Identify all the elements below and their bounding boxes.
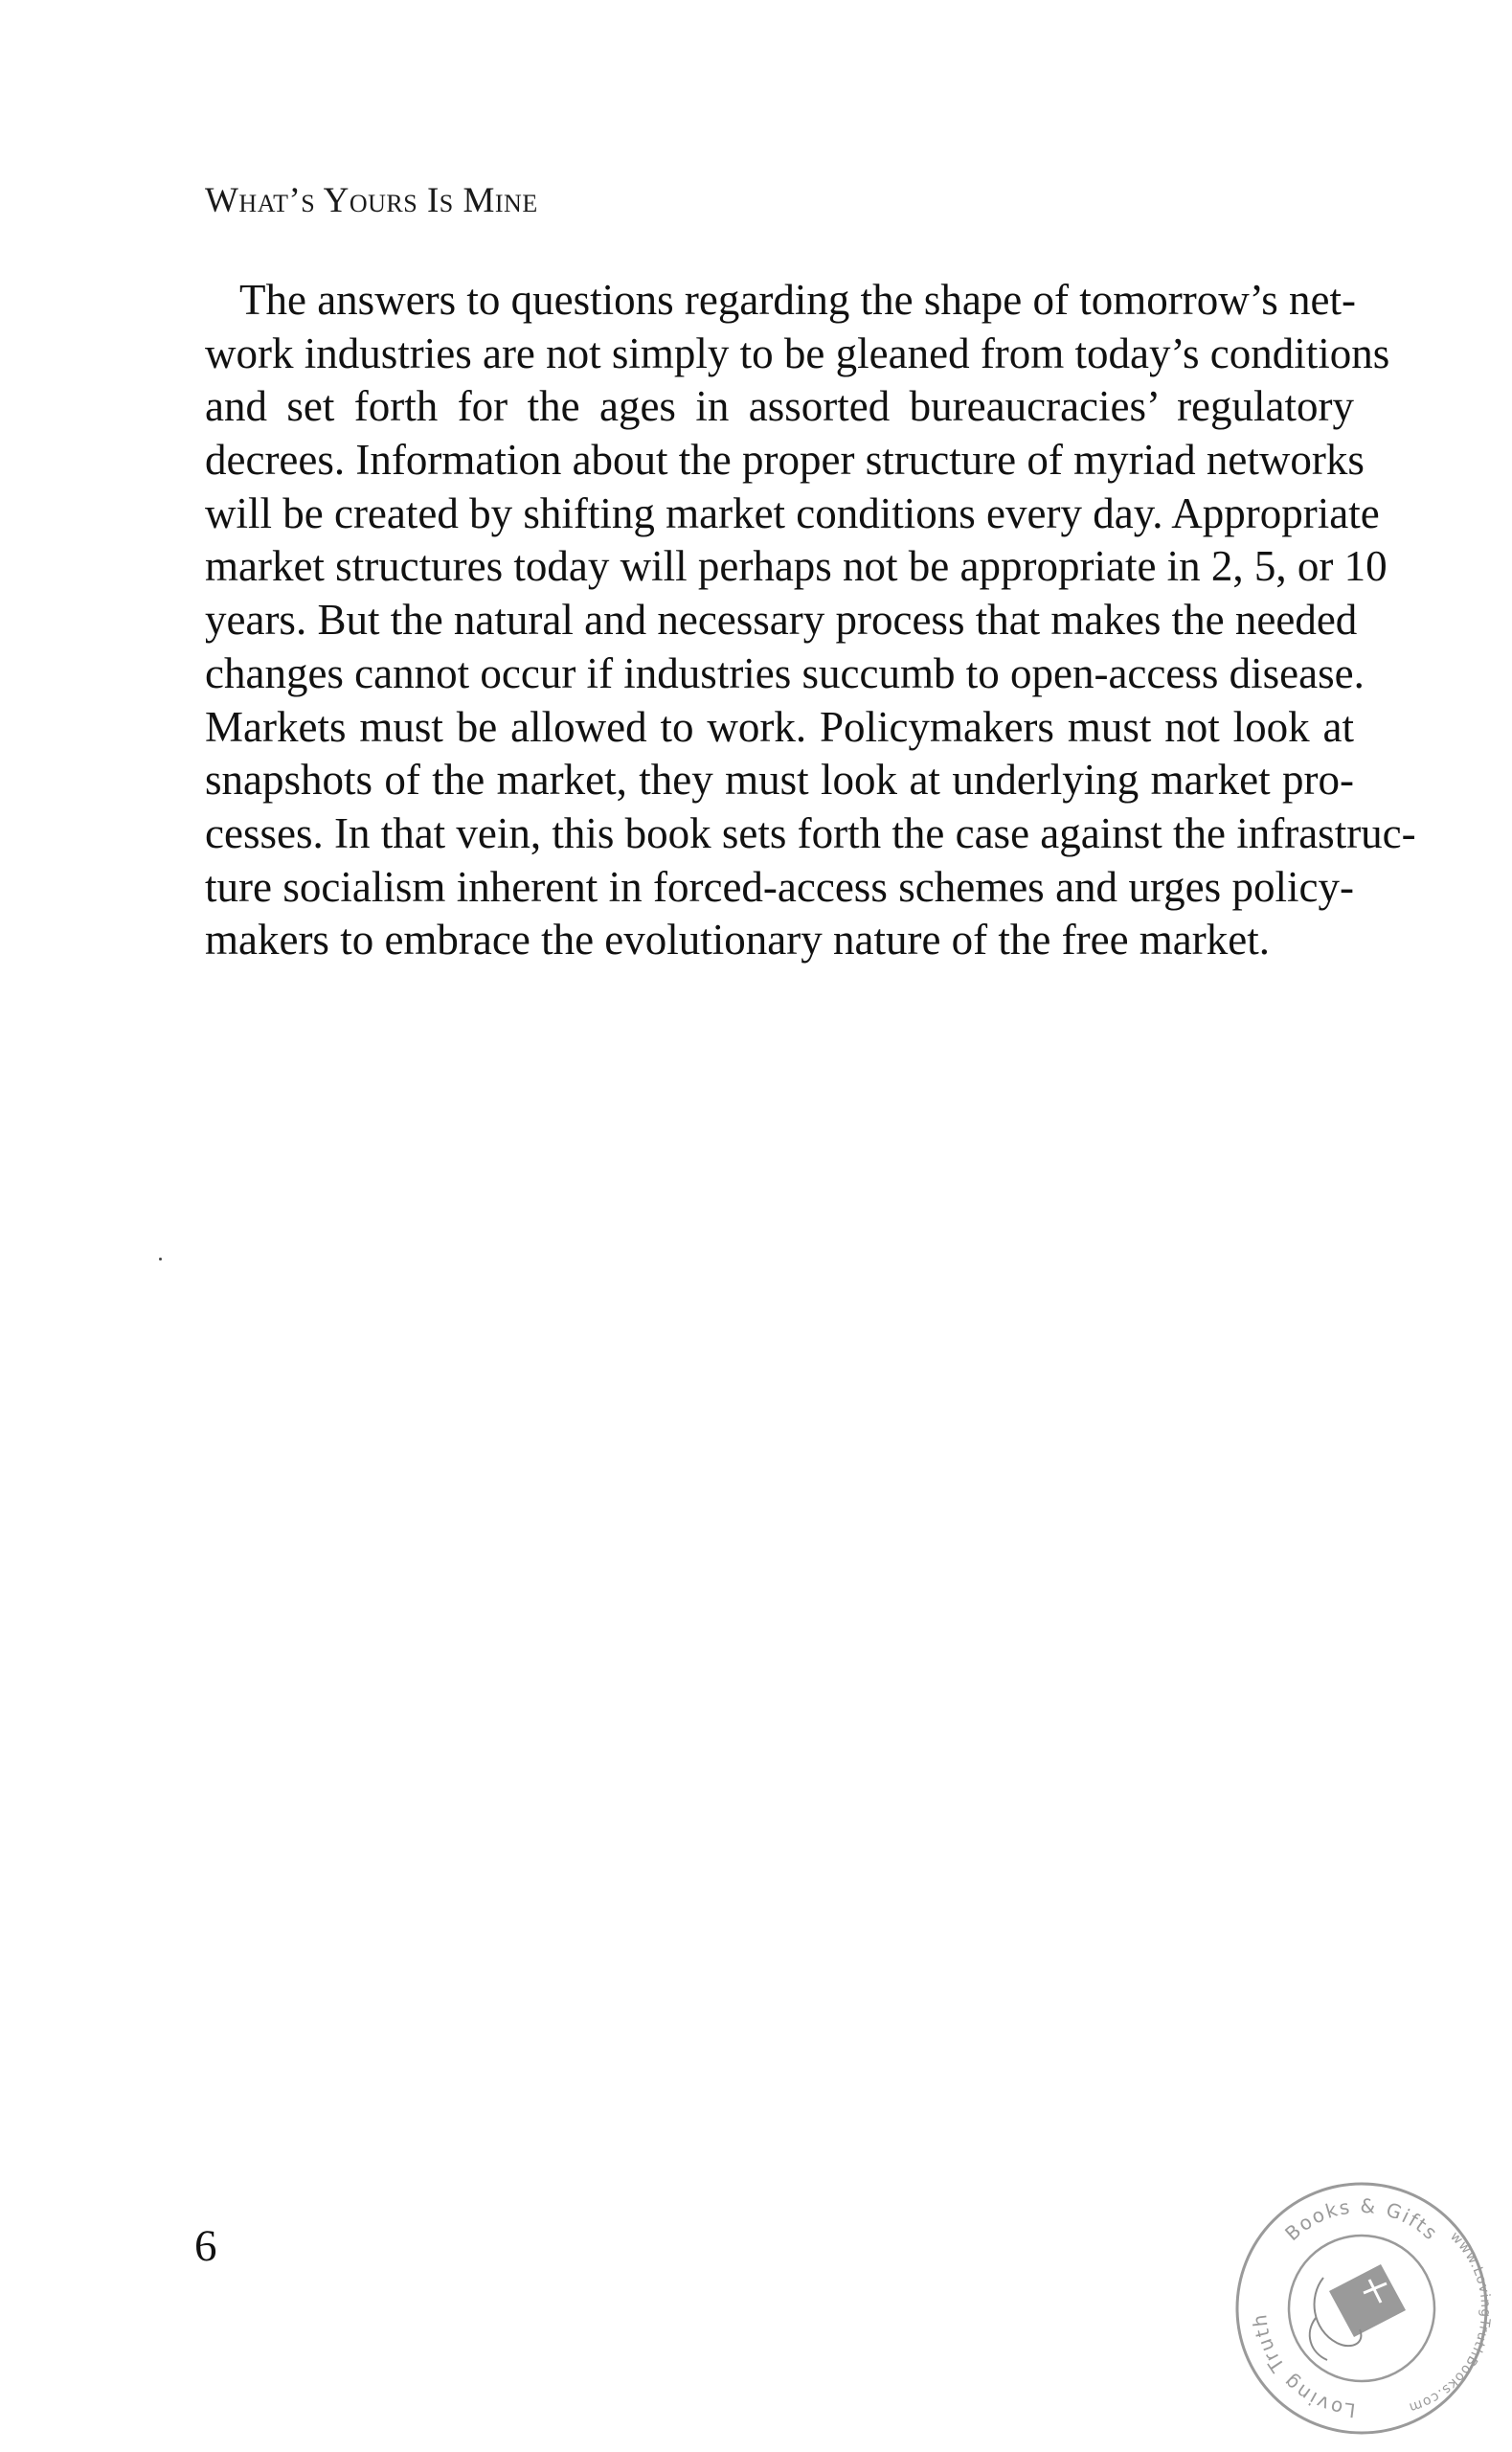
paragraph-line: cesses. In that vein, this book sets forth the case against the infrastruc- — [205, 808, 1416, 857]
watermark-right-text: www.LovingTruthBooks.com — [1406, 2229, 1494, 2416]
paragraph-line: ture socialism inherent in forced-access schemes and urges policy- — [205, 862, 1354, 911]
paragraph-line: Markets must be allowed to work. Policymakers must not look at — [205, 702, 1354, 751]
stray-mark — [159, 1258, 162, 1260]
paragraph-line: and set forth for the ages in assorted bureaucracies’ regulatory — [205, 382, 1354, 431]
paragraph-line: market structures today will perhaps not be appropriate in 2, 5, or 10 — [205, 542, 1388, 591]
body-paragraph — [205, 274, 1416, 967]
paragraph-line: snapshots of the market, they must look at underlying market pro- — [205, 756, 1354, 805]
paragraph-line: will be created by shifting market conditions every day. Appropriate — [205, 488, 1380, 537]
paragraph-line: changes cannot occur if industries succumb to open-access disease. — [205, 648, 1365, 697]
paragraph-line: makers to embrace the evolutionary nature of the free market. — [205, 916, 1270, 965]
paragraph-line: years. But the natural and necessary process that makes the needed — [205, 596, 1358, 645]
running-head: What’s Yours Is Mine — [205, 181, 538, 220]
watermark-left-text: Loving Truth — [1247, 2311, 1357, 2422]
paragraph-line: decrees. Information about the proper structure of myriad networks — [205, 436, 1365, 485]
paragraph-line: work industries are not simply to be gleaned from today’s conditions — [205, 329, 1390, 377]
page-number: 6 — [194, 2221, 217, 2271]
book-ribbon-icon — [1310, 2264, 1406, 2360]
paragraph-line: The answers to questions regarding the shape of tomorrow’s net- — [239, 276, 1356, 324]
watermark-seal — [1216, 2165, 1508, 2452]
watermark-top-text: Books & Gifts — [1280, 2193, 1443, 2246]
